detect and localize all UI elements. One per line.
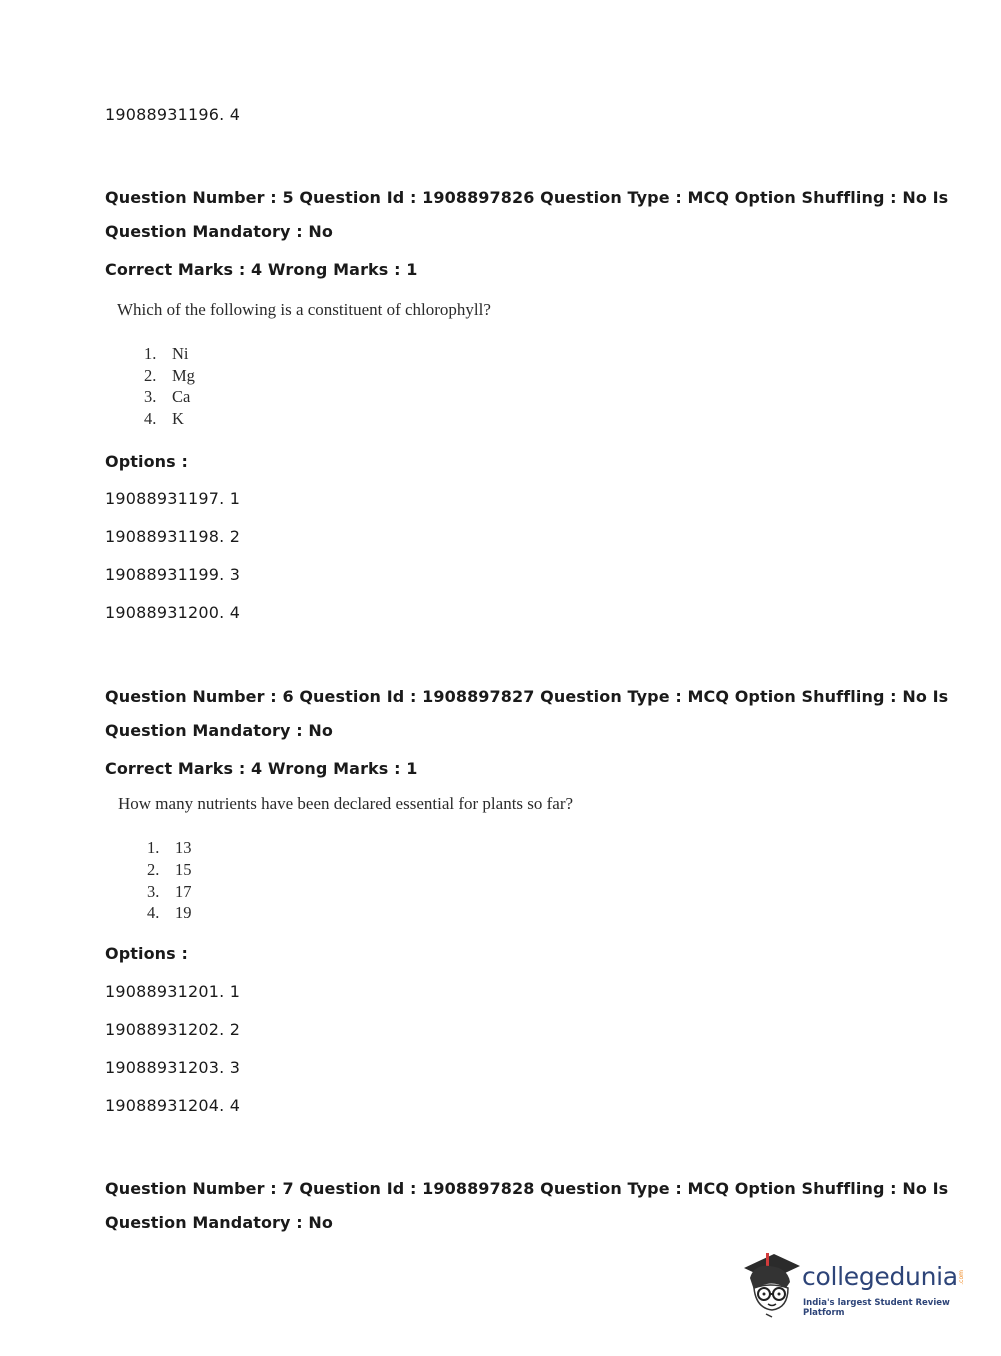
question-header-continued: Question Mandatory : No <box>105 721 333 740</box>
option-line: 19088931200. 4 <box>105 603 241 622</box>
choice-item: 3. Ca <box>144 387 191 406</box>
mascot-icon <box>740 1248 802 1318</box>
question-header-continued: Question Mandatory : No <box>105 222 333 241</box>
question-header: Question Number : 5 Question Id : 1908897826 Question Type : MCQ Option Shuffling : No Is <box>105 188 949 207</box>
choice-item: 4. K <box>144 409 184 428</box>
question-text: Which of the following is a constituent of chlorophyll? <box>117 300 491 319</box>
question-text: How many nutrients have been declared essential for plants so far? <box>118 794 574 813</box>
option-line: 19088931201. 1 <box>105 982 241 1001</box>
option-line: 19088931197. 1 <box>105 489 241 508</box>
logo-tagline: India's largest Student Review Platform <box>803 1298 950 1318</box>
question-header-continued: Question Mandatory : No <box>105 1213 333 1232</box>
option-line: 19088931196. 4 <box>105 105 241 124</box>
choice-item: 3. 17 <box>147 882 192 901</box>
choice-item: 1. 13 <box>147 838 192 857</box>
collegedunia-logo <box>740 1248 970 1320</box>
option-line: 19088931203. 3 <box>105 1058 241 1077</box>
question-header: Question Number : 7 Question Id : 1908897828 Question Type : MCQ Option Shuffling : No Is <box>105 1179 949 1198</box>
question-marks: Correct Marks : 4 Wrong Marks : 1 <box>105 260 418 279</box>
choice-item: 4. 19 <box>147 903 192 922</box>
logo-wordmark: collegedunia <box>802 1262 958 1291</box>
option-line: 19088931199. 3 <box>105 565 241 584</box>
logo-suffix: .com <box>958 1270 965 1285</box>
options-label: Options : <box>105 944 188 963</box>
question-marks: Correct Marks : 4 Wrong Marks : 1 <box>105 759 418 778</box>
choice-item: 2. 15 <box>147 860 192 879</box>
choice-item: 2. Mg <box>144 366 195 385</box>
question-header: Question Number : 6 Question Id : 1908897827 Question Type : MCQ Option Shuffling : No Is <box>105 687 949 706</box>
choice-item: 1. Ni <box>144 344 189 363</box>
option-line: 19088931198. 2 <box>105 527 241 546</box>
option-line: 19088931204. 4 <box>105 1096 241 1115</box>
option-line: 19088931202. 2 <box>105 1020 241 1039</box>
options-label: Options : <box>105 452 188 471</box>
